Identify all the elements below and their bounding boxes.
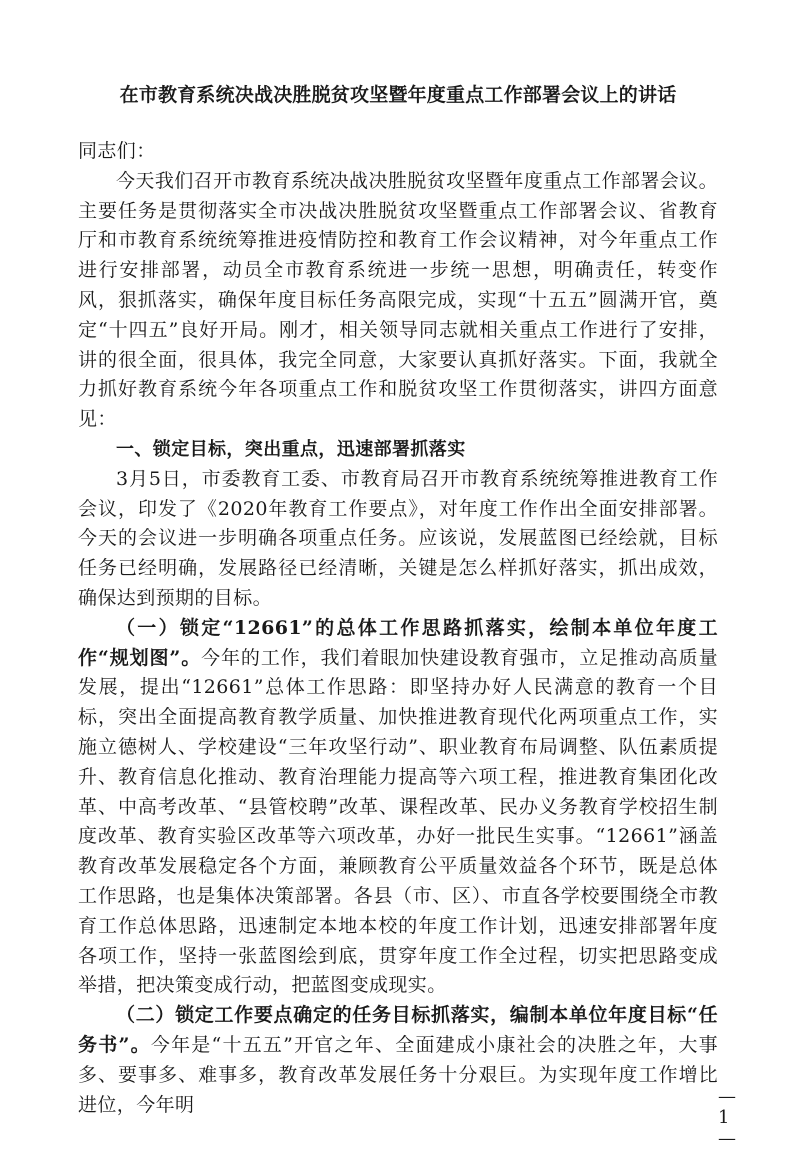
subsection-2 <box>78 1001 718 1120</box>
salutation: 同志们： <box>78 140 156 162</box>
page-number: — 1 — <box>718 1086 738 1149</box>
paragraph-opening: 今天我们召开市教育系统决战决胜脱贫攻坚暨年度重点工作部署会议。主要任务是贯彻落实全市决战决胜脱贫攻坚暨重点工作部署会议、省教育厅和市教育系统统筹推进疫情防控和教育工作会议精神，对今年重点工作进行安排部署，动员全市教育系统进一步统一思想，明确责任，转变作风，狠抓落实，确保年度目标任务高限完成，实现“十五五”圆满开官，奠定“十四五”良好开局。刚才，相关领导同志就相关重点工作进行了安排，讲的很全面，很具体，我完全同意，大家要认真抓好落实。下面，我就全力抓好教育系统今年各项重点工作和脱贫攻坚工作贯彻落实，讲四方面意见： <box>78 169 718 431</box>
document-page <box>78 0 738 1149</box>
subsection-1-body: 今年的工作，我们着眼加快建设教育强市，立足推动高质量发展，提出“12661”总体工作思路：即坚持办好人民满意的教育一个目标，突出全面提高教育教学质量、加快推进教育现代化两项重点工作，实施立德树人、学校建设“三年攻坚行动”、职业教育布局调整、队伍素质提升、教育信息化推动、教育治理能力提高等六项工程，推进教育集团化改革、中高考改革、“县管校聘”改革、课程改革、民办义务教育学校招生制度改革、教育实验区改革等六项改革，办好一批民生实事。“12661”涵盖教育改革发展稳定各个方面，兼顾教育公平质量效益各个环节，既是总体工作思路，也是集体决策部署。各县（市、区）、市直各学校要围绕全市教育工作总体思路，迅速制定本地本校的年度工作计划，迅速安排部署年度各项工作，坚持一张蓝图绘到底，贯穿年度工作全过程，切实把思路变成举措，把决策变成行动，把蓝图变成现实。 <box>78 646 718 997</box>
document-body <box>78 137 718 1120</box>
subsection-1 <box>78 614 718 1001</box>
document-title: 在市教育系统决战决胜脱贫攻坚暨年度重点工作部署会议上的讲话 <box>119 84 677 106</box>
subsection-2-body: 今年是“十五五”开官之年、全面建成小康社会的决胜之年，大事多、要事多、难事多，教育改革发展任务十分艰巨。为实现年度工作增比进位，今年明 <box>78 1033 719 1116</box>
subsection-2-lead: （二）锁定工作要点确定的任务目标抓落实，编制本单位年度目标“任务书”。 <box>78 1004 718 1056</box>
subsection-1-lead: （一）锁定“12661”的总体工作思路抓落实，绘制本单位年度工作“规划图”。 <box>78 616 718 669</box>
section-heading-1: 一、锁定目标，突出重点，迅速部署抓落实 <box>116 438 466 460</box>
paragraph-meeting-recap: 3月5日，市委教育工委、市教育局召开市教育系统统筹推进教育工作会议，印发了《2020年教育工作要点》，对年度工作作出全面安排部署。今天的会议进一步明确各项重点任务。应该说，发展蓝图已经绘就，目标任务已经明确，发展路径已经清晰，关键是怎么样抓好落实，抓出成效，确保达到预期的目标。 <box>78 467 718 609</box>
